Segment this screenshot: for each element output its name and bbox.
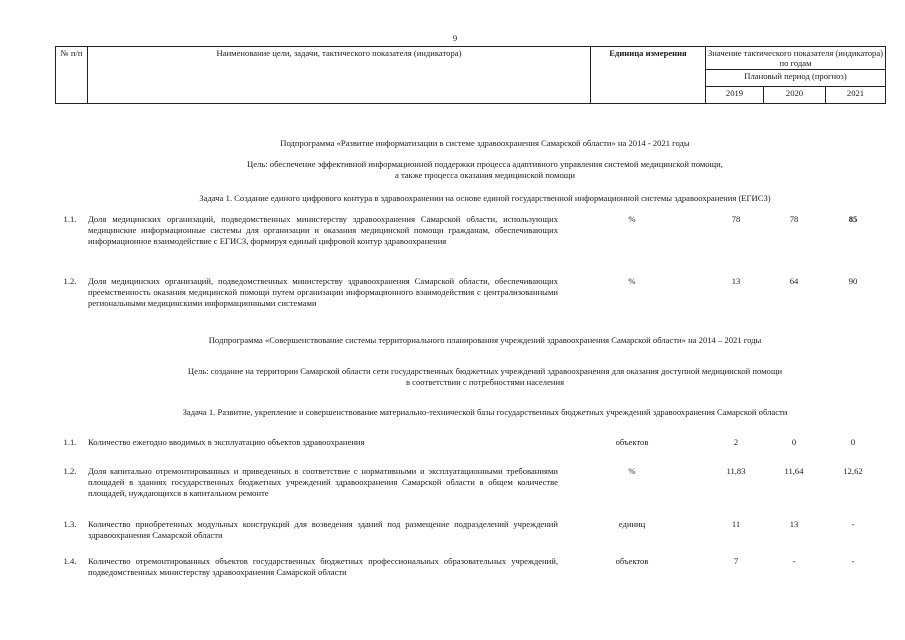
- section2-program-title: Подпрограмма «Совершенствование системы территориального планирования учреждений здравоохранения Самарской области» на 2014 – 2021 годы: [208, 335, 762, 345]
- section2-goal-line1: Цель: создание на территории Самарской области сети государственных бюджетных учреждений здравоохранения для оказания доступной медицинской помощи: [187, 366, 783, 376]
- header-col-period: Плановый период (прогноз): [706, 70, 886, 87]
- section2-task-title: Задача 1. Развитие, укрепление и совершенствование материально-технической базы государственных бюджетных учреждений здравоохранения Самарской области: [182, 407, 788, 417]
- page-number: 9: [452, 33, 458, 43]
- header-year-2020: 2020: [764, 87, 826, 104]
- row-number: 1.2.: [63, 276, 77, 286]
- section2-goal-line2: в соответствии с потребностями населения: [405, 377, 565, 387]
- row-unit: объектов: [615, 556, 649, 566]
- row-value-2021: 0: [850, 437, 856, 447]
- section1-goal-line1: Цель: обеспечение эффективной информационной поддержки процесса адаптивного управления системой медицинской помощи,: [247, 159, 723, 169]
- row-unit: %: [628, 466, 636, 476]
- row-value-2021: 85: [848, 214, 858, 224]
- row-value-2019: 7: [733, 556, 739, 566]
- header-col-number: № п/п: [56, 47, 88, 104]
- row-value-2019: 78: [731, 214, 741, 224]
- row-number: 1.3.: [63, 519, 77, 529]
- row-value-2019: 11: [731, 519, 741, 529]
- row-number: 1.1.: [63, 437, 77, 447]
- row-number: 1.2.: [63, 466, 77, 476]
- row-unit: объектов: [615, 437, 649, 447]
- header-year-2021: 2021: [826, 87, 886, 104]
- section1-goal-line2: а также процесса оказания медицинской помощи: [395, 170, 575, 180]
- header-col-name: Наименование цели, задачи, тактического показателя (индикатора): [88, 47, 591, 104]
- section1-task-title: Задача 1. Создание единого цифрового контура в здравоохранении на основе единой государственной информационной системы здравоохранения (ЕГИСЗ): [199, 193, 771, 203]
- row-value-2020: 78: [789, 214, 799, 224]
- row-value-2019: 11,83: [726, 466, 746, 476]
- header-year-2019: 2019: [706, 87, 764, 104]
- row-name: Количество отремонтированных объектов государственных бюджетных профессиональных образовательных учреждений, подведомственных министерству здравоохранения Самарской области: [88, 556, 558, 578]
- row-value-2021: -: [851, 519, 855, 529]
- row-name: Количество приобретенных модульных конструкций для возведения зданий под размещение подразделений учреждений здравоохранения Самарской области: [88, 519, 558, 541]
- header-col-unit: Единица измерения: [591, 47, 706, 104]
- row-unit: %: [628, 276, 636, 286]
- section1-program-title: Подпрограмма «Развитие информатизации в системе здравоохранения Самарской области» на 2014 - 2021 годы: [280, 138, 690, 148]
- table-header: [55, 46, 886, 104]
- row-value-2020: 13: [789, 519, 799, 529]
- row-value-2020: 11,64: [784, 466, 804, 476]
- row-name: Количество ежегодно вводимых в эксплуатацию объектов здравоохранения: [88, 437, 365, 447]
- row-value-2019: 13: [731, 276, 741, 286]
- row-name: Доля медицинских организаций, подведомственных министерству здравоохранения Самарской области, использующих медицинские информационные системы для организации и оказания медицинской помощи гражданам, обеспечивающих информационное взаимодействие с ЕГИСЗ, формируя единый цифровой контур здравоохранения: [88, 214, 558, 247]
- row-value-2021: -: [851, 556, 855, 566]
- row-unit: %: [628, 214, 636, 224]
- row-unit: единиц: [618, 519, 646, 529]
- header-col-value: Значение тактического показателя (индикатора) по годам: [706, 47, 886, 70]
- row-number: 1.1.: [63, 214, 77, 224]
- row-value-2019: 2: [733, 437, 739, 447]
- row-value-2021: 12,62: [843, 466, 863, 476]
- row-value-2020: -: [792, 556, 796, 566]
- row-value-2020: 64: [789, 276, 799, 286]
- row-number: 1.4.: [63, 556, 77, 566]
- row-name: Доля капитально отремонтированных и приведенных в соответствие с нормативными и эксплуатационными требованиями площадей в зданиях государственных бюджетных учреждений здравоохранения Самарской области в общем количестве площадей, нуждающихся в капитальном ремонте: [88, 466, 558, 499]
- row-value-2021: 90: [848, 276, 858, 286]
- row-name: Доля медицинских организаций, подведомственных министерству здравоохранения Самарской области, обеспечивающих преемственность оказания медицинской помощи путем организации информационного взаимодействия с централизованными региональными медицинскими информационными системами: [88, 276, 558, 309]
- row-value-2020: 0: [791, 437, 797, 447]
